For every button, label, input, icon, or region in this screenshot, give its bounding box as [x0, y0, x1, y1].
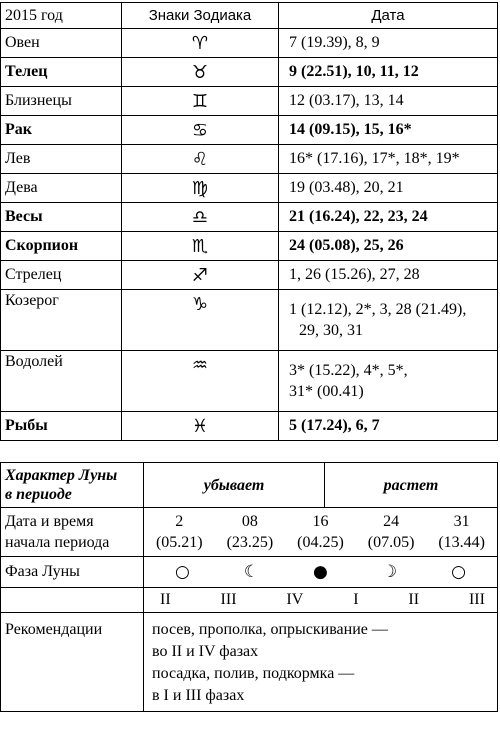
phase-numeral: IV: [286, 591, 304, 608]
zodiac-header-row: [1, 3, 498, 29]
sign-dates: 16* (17.16), 17*, 18*, 19*: [279, 145, 498, 174]
period-day: 31: [453, 513, 470, 530]
zodiac-row-gemini: [1, 87, 498, 116]
scorpio-icon: ♏︎: [191, 235, 209, 257]
first-quarter-icon: ☽: [381, 562, 398, 582]
phase-numerals-row: [1, 588, 498, 613]
sign-dates: 24 (05.08), 25, 26: [279, 232, 498, 261]
moon-phase-label: Фаза Луны: [1, 557, 144, 588]
leo-icon: ♌︎: [191, 148, 209, 170]
recommendation-line: в I и III фазах: [152, 687, 245, 704]
sign-name: Близнецы: [1, 87, 122, 116]
label-line: Дата и время: [5, 513, 94, 530]
zodiac-row-capricorn: [1, 290, 498, 351]
dates-line: 1 (12.12), 2*, 3, 28 (21.49),: [289, 301, 467, 318]
sign-dates: 7 (19.39), 8, 9: [279, 29, 498, 58]
dates-line: 3* (15.22), 4*, 5*,: [289, 362, 408, 379]
zodiac-row-sagittarius: [1, 261, 498, 290]
label-line: Характер Луны: [5, 467, 118, 484]
period-start-label: [1, 508, 144, 557]
waning-cell: убывает: [144, 463, 325, 508]
zodiac-row-virgo: [1, 174, 498, 203]
recommendation-line: посев, прополка, опрыскивание —: [152, 621, 388, 638]
sign-name: Скорпион: [1, 232, 122, 261]
cancer-icon: ♋︎: [191, 119, 209, 141]
period-date: [297, 511, 344, 553]
recommendation-line: во II и IV фазах: [152, 643, 259, 660]
sign-name: Водолей: [1, 351, 122, 412]
label-line: в периоде: [5, 486, 72, 503]
zodiac-row-cancer: [1, 116, 498, 145]
phase-numerals: [144, 588, 498, 613]
sign-name: Стрелец: [1, 261, 122, 290]
sign-name: Телец: [1, 58, 122, 87]
sign-dates: 12 (03.17), 13, 14: [279, 87, 498, 116]
sagittarius-icon: ♐︎: [191, 264, 209, 286]
zodiac-row-scorpio: [1, 232, 498, 261]
sign-dates: [279, 351, 498, 412]
recommendations-label: Рекомендации: [1, 613, 144, 712]
phase-numeral: I: [353, 591, 359, 608]
recommendations-row: [1, 613, 498, 712]
label-line: начала периода: [5, 534, 110, 551]
pisces-icon: ♓︎: [191, 415, 209, 437]
sign-dates: 5 (17.24), 6, 7: [279, 412, 498, 441]
period-time: (05.21): [155, 534, 203, 551]
sign-name: Козерог: [1, 290, 122, 351]
last-quarter-icon: ☾: [243, 562, 260, 582]
gemini-icon: ♊︎: [191, 90, 209, 112]
phase-numeral: III: [220, 591, 237, 608]
moon-phase-row: [1, 557, 498, 588]
sign-name: Рыбы: [1, 412, 122, 441]
dates-line: 31* (00.41): [289, 383, 364, 400]
sign-dates: 21 (16.24), 22, 23, 24: [279, 203, 498, 232]
period-date: [227, 511, 274, 553]
waxing-cell: растет: [325, 463, 498, 508]
period-time: (04.25): [297, 534, 344, 551]
sign-dates: 19 (03.48), 20, 21: [279, 174, 498, 203]
capricorn-icon: ♑︎: [191, 294, 209, 315]
sign-name: Лев: [1, 145, 122, 174]
period-date: [156, 511, 203, 553]
period-date: [368, 511, 415, 553]
year-header: 2015 год: [1, 3, 122, 29]
libra-icon: ♎︎: [191, 206, 209, 228]
empty-cell: [1, 588, 144, 613]
sign-name: Овен: [1, 29, 122, 58]
zodiac-row-leo: [1, 145, 498, 174]
zodiac-table: [0, 2, 498, 441]
zodiac-row-aries: [1, 29, 498, 58]
phase-numeral: II: [408, 591, 420, 608]
sign-name: Весы: [1, 203, 122, 232]
date-header: Дата: [279, 3, 498, 29]
full-moon-icon: ○: [174, 562, 190, 582]
aquarius-icon: ♒︎: [191, 355, 209, 376]
zodiac-row-aquarius: [1, 351, 498, 412]
full-moon-icon: ○: [451, 562, 466, 582]
moon-character-row: [1, 463, 498, 508]
aries-icon: ♈︎: [191, 32, 209, 54]
sign-dates: [279, 290, 498, 351]
period-time: (07.05): [367, 534, 415, 551]
phase-numeral: II: [160, 591, 171, 608]
moon-character-label: [1, 463, 144, 508]
period-day: 24: [383, 513, 400, 530]
zodiac-row-pisces: [1, 412, 498, 441]
period-time: (13.44): [438, 534, 485, 551]
sign-name: Дева: [1, 174, 122, 203]
phase-numeral: III: [468, 591, 485, 608]
sign-name: Рак: [1, 116, 122, 145]
zodiac-row-taurus: [1, 58, 498, 87]
recommendation-line: посадка, полив, подкормка —: [152, 665, 355, 682]
sign-dates: 14 (09.15), 15, 16*: [279, 116, 498, 145]
period-start-row: [1, 508, 498, 557]
period-dates: [144, 508, 498, 557]
period-day: 08: [241, 513, 258, 530]
period-date: [438, 511, 485, 553]
dates-line: 29, 30, 31: [299, 322, 363, 339]
period-time: (23.25): [226, 534, 274, 551]
signs-header: Знаки Зодиака: [122, 3, 279, 29]
new-moon-icon: ●: [313, 562, 328, 582]
taurus-icon: ♉︎: [191, 61, 209, 83]
recommendations-text: [144, 613, 498, 712]
period-day: 16: [312, 513, 329, 530]
sign-dates: 9 (22.51), 10, 11, 12: [279, 58, 498, 87]
sign-dates: 1, 26 (15.26), 27, 28: [279, 261, 498, 290]
virgo-icon: ♍︎: [191, 177, 209, 199]
period-day: 2: [175, 513, 184, 530]
moon-phase-icons: [144, 557, 498, 588]
zodiac-row-libra: [1, 203, 498, 232]
moon-phase-table: [0, 462, 498, 712]
